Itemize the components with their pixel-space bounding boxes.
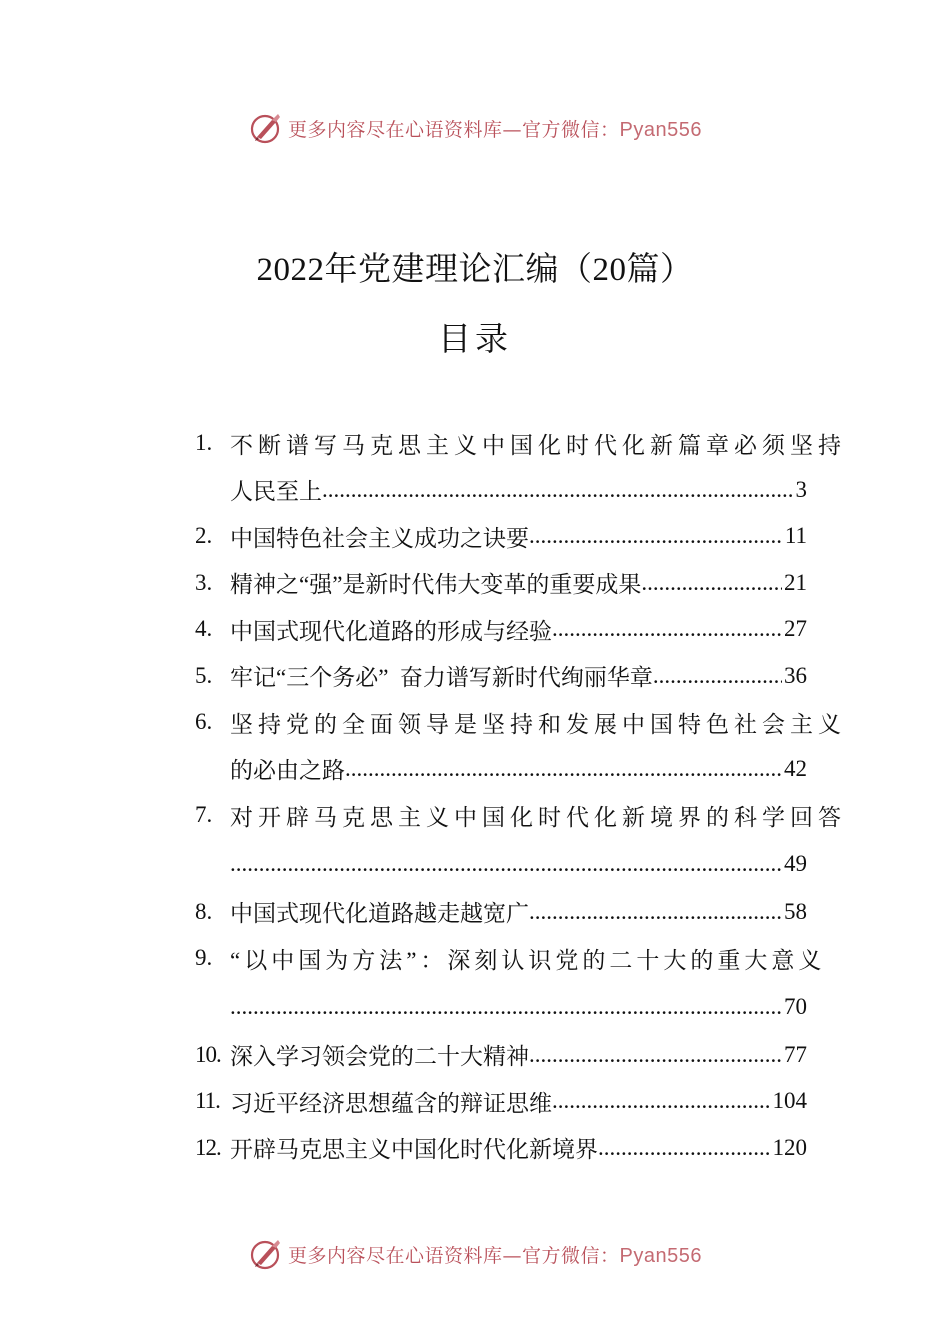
toc-entry-5[interactable] <box>195 653 807 700</box>
toc-title-line2: 人民至上 <box>230 479 322 505</box>
toc-number: 6. <box>195 709 213 735</box>
toc-number: 7. <box>195 802 213 828</box>
toc-title: 开辟马克思主义中国化时代化新境界 <box>230 1137 598 1163</box>
toc-number: 1. <box>195 430 213 456</box>
toc-number: 2. <box>195 523 213 549</box>
toc-title-line1: “以中国为方法”：深刻认识党的二十大的重大意义 <box>230 947 826 973</box>
toc-number: 3. <box>195 569 213 595</box>
toc-title: 精神之“强”是新时代伟大变革的重要成果 <box>230 572 642 598</box>
toc-entry-6[interactable] <box>195 699 846 792</box>
toc-title: 中国式现代化道路的形成与经验 <box>230 618 552 644</box>
toc-leader-dots <box>598 1135 771 1161</box>
toc-entry-1[interactable] <box>195 420 846 513</box>
watermark-text: 更多内容尽在心语资料库—官方微信：Pyan556 <box>288 118 702 141</box>
toc-leader-dots <box>529 523 783 549</box>
toc-page-number: 27 <box>784 616 807 642</box>
toc-leader-dots <box>653 663 782 689</box>
toc-page-number: 104 <box>772 1088 807 1114</box>
pen-logo-icon <box>248 110 284 146</box>
toc-entry-3[interactable] <box>195 560 807 607</box>
toc-page-number: 11 <box>784 523 807 549</box>
toc-entry-7[interactable] <box>195 792 846 889</box>
toc-leader-dots <box>230 994 782 1020</box>
toc-number: 10. <box>195 1041 221 1067</box>
watermark-text: 更多内容尽在心语资料库—官方微信：Pyan556 <box>288 1244 702 1267</box>
toc-leader-dots <box>230 851 782 877</box>
toc-number: 5. <box>195 662 213 688</box>
toc-entry-11[interactable] <box>195 1078 807 1125</box>
toc-entry-10[interactable] <box>195 1032 807 1079</box>
toc-leader-dots <box>529 899 782 925</box>
toc-number: 4. <box>195 616 213 642</box>
toc-entry-4[interactable] <box>195 606 807 653</box>
toc-entry-2[interactable] <box>195 513 807 560</box>
toc-leader-dots <box>345 756 782 782</box>
toc-title: 习近平经济思想蕴含的辩证思维 <box>230 1090 552 1116</box>
toc-leader-dots <box>322 477 794 503</box>
toc-number: 12. <box>195 1134 221 1160</box>
toc-heading: 目录 <box>438 322 512 358</box>
document-title: 2022年党建理论汇编（20篇） <box>256 252 694 288</box>
toc-page-number: 58 <box>784 898 807 924</box>
toc-title: 中国式现代化道路越走越宽广 <box>230 901 529 927</box>
toc-title: 中国特色社会主义成功之诀要 <box>230 525 529 551</box>
footer-watermark <box>0 1234 950 1274</box>
header-watermark <box>0 108 950 148</box>
toc-page-number: 120 <box>772 1134 807 1160</box>
toc-page-number: 3 <box>795 476 807 502</box>
toc-page-number: 42 <box>784 755 807 781</box>
toc-page-number: 36 <box>784 662 807 688</box>
toc-title-line1: 坚持党的全面领导是坚持和发展中国特色社会主义 <box>230 711 846 737</box>
toc-title: 牢记“三个务必” 奋力谱写新时代绚丽华章 <box>230 665 653 691</box>
toc-number: 11. <box>195 1088 220 1114</box>
toc-number: 9. <box>195 945 213 971</box>
toc-leader-dots <box>552 616 782 642</box>
toc-page-number: 70 <box>784 993 807 1019</box>
table-of-contents <box>195 420 846 1171</box>
toc-title-line1: 不断谱写马克思主义中国化时代化新篇章必须坚持 <box>230 432 846 458</box>
toc-page-number: 77 <box>784 1041 807 1067</box>
toc-leader-dots <box>552 1088 771 1114</box>
toc-leader-dots <box>641 570 782 596</box>
toc-title-line2: 的必由之路 <box>230 758 345 784</box>
toc-title: 深入学习领会党的二十大精神 <box>230 1044 529 1070</box>
toc-title-line1: 对开辟马克思主义中国化时代化新境界的科学回答 <box>230 804 846 830</box>
toc-number: 8. <box>195 898 213 924</box>
toc-entry-8[interactable] <box>195 889 807 936</box>
toc-leader-dots <box>529 1042 782 1068</box>
toc-page-number: 21 <box>784 569 807 595</box>
pen-logo-icon <box>248 1236 284 1272</box>
toc-page-number: 49 <box>784 850 807 876</box>
toc-entry-12[interactable] <box>195 1125 807 1172</box>
toc-entry-9[interactable] <box>195 935 826 1032</box>
